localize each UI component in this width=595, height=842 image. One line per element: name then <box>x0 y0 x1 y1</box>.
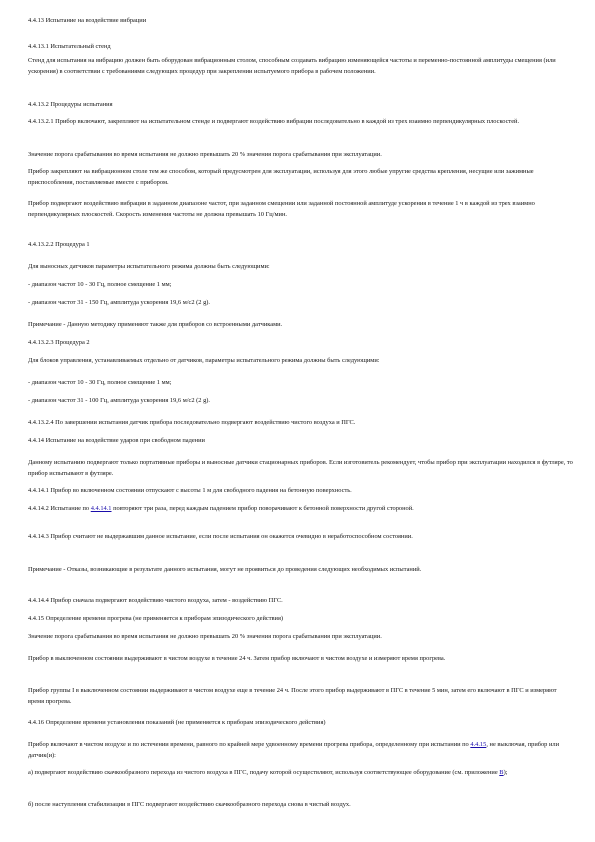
heading-procedure-2: 4.4.13.2.3 Процедура 2 <box>28 339 90 346</box>
paragraph-test-stand: Стенд для испытания на вибрацию должен быть оборудован вибрационным столом, способным создавать вибрацию изменяющейся частоты и переменно-постоянной амплитуды смещения (или ускорения) в соответствии с требованиями следующих процедур при закреплении испытуемого прибора в рабочем положении. <box>28 57 556 75</box>
paragraph-warmup-clean-air: Прибор в выключенном состоянии выдерживают в чистом воздухе в течение 24 ч. Затем прибор включают в чистом воздухе и измеряют время прогрева. <box>28 655 446 662</box>
text-after-link: ); <box>503 769 508 776</box>
section-heading-4-4-15: 4.4.15 Определение времени прогрева (не применяется к приборам эпизодического действия) <box>28 615 284 622</box>
text-before-link: 4.4.14.2 Испытание по <box>28 505 91 512</box>
paragraph-4-4-14-2 <box>28 504 573 515</box>
section-heading-4-4-16: 4.4.16 Определение времени установления показаний (не применяется к приборам эпизодического действия) <box>28 719 326 726</box>
paragraph-4-4-16-intro <box>28 740 573 761</box>
paragraph-drop-test-scope: Данному испытанию подвергают только портативные приборы и выносные датчики стационарных приборов. Если изготовитель рекомендует, чтобы прибор при эксплуатации находился в футляре, то прибор испытывают в футляре. <box>28 459 573 477</box>
paragraph-remote-sensors: Для выносных датчиков параметры испытательного режима должны быть следующими: <box>28 263 270 270</box>
note-built-in-sensors: Примечание - Данную методику применяют также для приборов со встроенными датчиками. <box>28 321 283 328</box>
list-item-b: б) после наступления стабилизации в ПГС подвергают воздействию скачкообразного перехода снова в чистый воздух. <box>28 801 351 808</box>
paragraph-4-4-14-3: 4.4.14.3 Прибор считают не выдержавшим данное испытание, если после испытания он окажется очевидно в неработоспособном состоянии. <box>28 533 413 540</box>
paragraph-control-units: Для блоков управления, устанавливаемых отдельно от датчиков, параметры испытательного режима должны быть следующими: <box>28 357 380 364</box>
heading-procedure-1: 4.4.13.2.2 Процедура 1 <box>28 241 90 248</box>
list-item-range-31-100: - диапазон частот 31 - 100 Гц, амплитуда ускорения 19,6 м/с2 (2 g). <box>28 397 210 404</box>
paragraph-threshold-warmup: Значение порога срабатывания во время испытания не должно превышать 20 % значения порога срабатывания при эксплуатации. <box>28 633 382 640</box>
text-after-link: повторяют три раза, перед каждым падением прибор поворачивают к бетонной поверхности другой стороной. <box>111 505 414 512</box>
paragraph-group-1: Прибор группы I в выключенном состоянии выдерживают в чистом воздухе еще в течение 24 ч. После этого прибор выдерживают в ПГС в течение 5 мин, затем его включают в ПГС и измеряют время прогрева. <box>28 687 557 705</box>
list-item-a <box>28 768 573 779</box>
subsection-heading-4-4-13-1: 4.4.13.1 Испытательный стенд <box>28 43 111 50</box>
section-heading-4-4-13: 4.4.13 Испытание на воздействие вибрации <box>28 17 147 24</box>
section-heading-4-4-14: 4.4.14 Испытание на воздействие ударов при свободном падении <box>28 437 205 444</box>
paragraph-4-4-14-4: 4.4.14.4 Прибор сначала подвергают воздействию чистого воздуха, затем - воздействию ПГС. <box>28 597 283 604</box>
paragraph-4-4-14-1: 4.4.14.1 Прибор во включенном состоянии отпускают с высоты 1 м для свободного падения на бетонную поверхность. <box>28 487 352 494</box>
text-after-link: , не выключая, прибор или датчик(и): <box>28 741 560 759</box>
paragraph-4-4-13-2-1: 4.4.13.2.1 Прибор включают, закрепляют на испытательном стенде и подвергают воздействию вибрации последовательно в каждой из трех взаимно перпендикулярных плоскостей. <box>28 118 520 125</box>
link-4-4-15[interactable]: 4.4.15 <box>470 741 487 748</box>
subsection-heading-4-4-13-2: 4.4.13.2 Процедуры испытания <box>28 101 113 108</box>
link-4-4-14-1[interactable]: 4.4.14.1 <box>90 505 112 512</box>
text-before-link: а) подвергают воздействию скачкообразного перехода из чистого воздуха в ПГС, подачу которой осуществляют, используя соответствующее оборудование (см. приложение <box>28 769 500 776</box>
list-item-range-31-150: - диапазон частот 31 - 150 Гц, амплитуда ускорения 19,6 м/с2 (2 g). <box>28 299 210 306</box>
paragraph-threshold: Значение порога срабатывания во время испытания не должно превышать 20 % значения порога срабатывания при эксплуатации. <box>28 151 382 158</box>
text-before-link: Прибор включают в чистом воздухе и по истечении времени, равного по крайней мере удвоенному времени прогрева прибора, определенному при испытании по <box>28 741 471 748</box>
paragraph-4-4-13-2-4: 4.4.13.2.4 По завершении испытания датчик прибора последовательно подвергают воздействию чистого воздуха и ПГС. <box>28 419 356 426</box>
list-item-range-10-30-b: - диапазон частот 10 - 30 Гц, полное смещение 1 мм; <box>28 379 172 386</box>
note-failures: Примечание - Отказы, возникающие в результате данного испытания, могут не проявиться до проведения следующих необходимых испытаний. <box>28 566 422 573</box>
link-appendix-v[interactable]: В <box>499 769 504 776</box>
list-item-range-10-30: - диапазон частот 10 - 30 Гц, полное смещение 1 мм; <box>28 281 172 288</box>
paragraph-mounting: Прибор закрепляют на вибрационном столе тем же способом, который предусмотрен для эксплуатации, используя для этого любые упругие средства крепления, несущие или зажимные приспособления, поставляемые вместе с прибором. <box>28 168 534 186</box>
paragraph-frequency-range: Прибор подвергают воздействию вибрации в заданном диапазоне частот, при заданном смещении или заданной постоянной амплитуде ускорения в течение 1 ч в каждой из трех взаимно перпендикулярных плоскостей. Скорость изменения частоты не должна превышать 10 Гц/мин. <box>28 200 535 218</box>
